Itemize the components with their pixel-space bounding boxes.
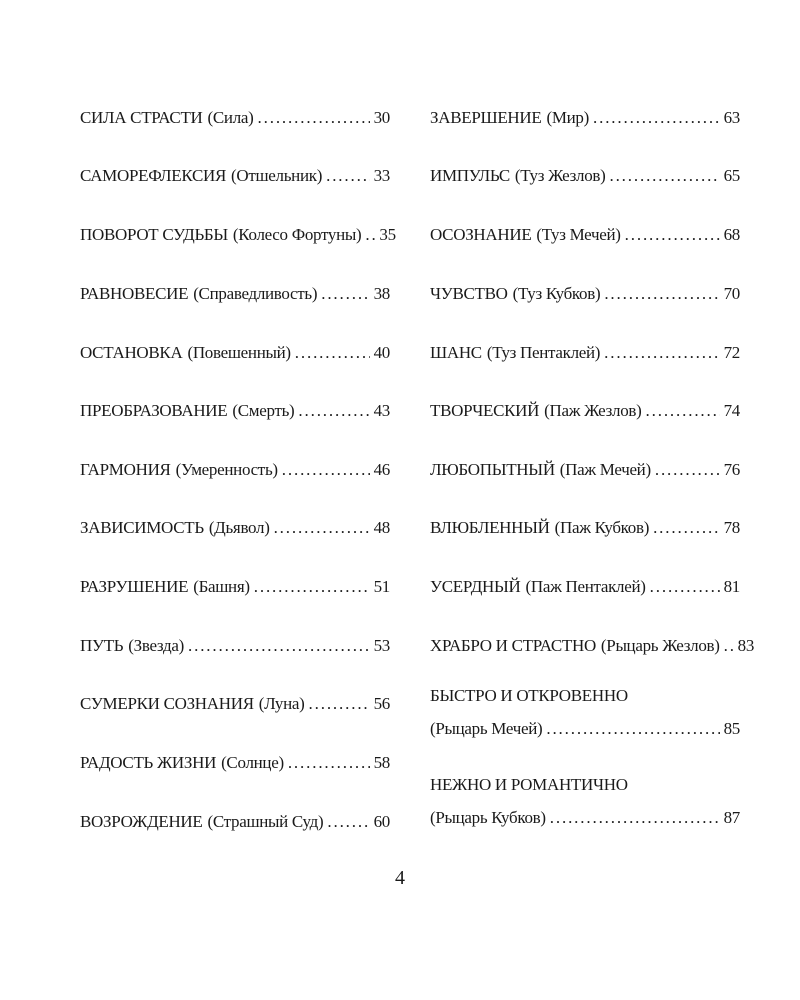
- toc-entry-title: ЗАВИСИМОСТЬ: [80, 518, 204, 537]
- toc-entry-title: ГАРМОНИЯ: [80, 460, 171, 479]
- toc-entry-page: 65: [723, 166, 740, 185]
- toc-entry-page: 58: [373, 753, 390, 772]
- toc-entry-row: [80, 693, 390, 715]
- toc-dot-leader: [650, 576, 720, 598]
- toc-entry[interactable]: [80, 459, 390, 481]
- toc-dot-leader: [724, 635, 734, 657]
- toc-entry-page: 70: [723, 284, 740, 303]
- toc-entry-card: (Туз Кубков): [512, 284, 601, 303]
- toc-entry-card: (Справедливость): [193, 284, 318, 303]
- toc-entry-page: 72: [723, 343, 740, 362]
- toc-entry-title: ВЛЮБЛЕННЫЙ: [430, 518, 550, 537]
- toc-entry-row: [430, 576, 740, 598]
- toc-entry-card: (Туз Пентаклей): [486, 343, 601, 362]
- toc-entry-card: (Страшный Суд): [207, 812, 324, 831]
- toc-entry-page: 40: [373, 343, 390, 362]
- toc-entry-title: ПОВОРОТ СУДЬБЫ: [80, 225, 228, 244]
- toc-entry-card: (Мир): [546, 108, 589, 127]
- toc-entry-page: 46: [373, 460, 390, 479]
- toc-entry[interactable]: [430, 342, 740, 364]
- toc-dot-leader: [258, 107, 370, 129]
- toc-entry[interactable]: [430, 635, 755, 657]
- toc-entry-row: [80, 752, 390, 774]
- toc-entry-row: [80, 517, 390, 539]
- toc-entry[interactable]: [430, 774, 740, 829]
- toc-entry-card: (Колесо Фортуны): [232, 225, 362, 244]
- toc-entry[interactable]: [80, 342, 390, 364]
- toc-entry-page: 60: [373, 812, 390, 831]
- toc-entry[interactable]: [430, 224, 740, 246]
- toc-entry-row: [80, 165, 390, 187]
- toc-entry-page: 85: [723, 719, 740, 738]
- toc-entry-card: (Паж Кубков): [554, 518, 650, 537]
- toc-dot-leader: [327, 811, 369, 833]
- toc-entry-page: 83: [737, 636, 755, 655]
- toc-entry-row: [80, 635, 390, 657]
- toc-entry-page: 78: [723, 518, 740, 537]
- toc-entry-page: 68: [723, 225, 740, 244]
- toc-dot-leader: [646, 400, 720, 422]
- toc-entry-title: ВОЗРОЖДЕНИЕ: [80, 812, 203, 831]
- toc-entry-card: (Луна): [258, 694, 305, 713]
- toc-entry[interactable]: [80, 165, 390, 187]
- toc-dot-leader: [321, 283, 369, 305]
- toc-dot-leader: [604, 283, 719, 305]
- toc-entry[interactable]: [80, 635, 390, 657]
- toc-entry-title: ТВОРЧЕСКИЙ: [430, 401, 540, 420]
- toc-entry-title: ОСТАНОВКА: [80, 343, 183, 362]
- toc-entry-row: [430, 635, 755, 657]
- toc-entry-page: 38: [373, 284, 390, 303]
- toc-entry-row: [430, 165, 740, 187]
- toc-entry[interactable]: [80, 576, 390, 598]
- toc-entry-card: (Башня): [193, 577, 250, 596]
- toc-entry-title: ПРЕОБРАЗОВАНИЕ: [80, 401, 228, 420]
- toc-entry-row: [80, 224, 396, 246]
- toc-entry-row: [430, 517, 740, 539]
- toc-entry-page: 48: [373, 518, 390, 537]
- toc-entry-title: ПУТЬ: [80, 636, 124, 655]
- toc-entry-title: РАВНОВЕСИЕ: [80, 284, 189, 303]
- toc-entry-page: 74: [723, 401, 740, 420]
- toc-entry[interactable]: [80, 224, 396, 246]
- toc-entry-row: [430, 807, 740, 829]
- toc-entry[interactable]: [80, 517, 390, 539]
- toc-entry[interactable]: [430, 400, 740, 422]
- toc-entry-page: 43: [373, 401, 390, 420]
- toc-dot-leader: [188, 635, 370, 657]
- toc-entry-page: 35: [379, 225, 396, 244]
- toc-entry-card: (Звезда): [128, 636, 184, 655]
- toc-entry[interactable]: [80, 400, 390, 422]
- toc-dot-leader: [593, 107, 720, 129]
- toc-entry-title: СУМЕРКИ СОЗНАНИЯ: [80, 694, 254, 713]
- toc-dot-leader: [653, 517, 720, 539]
- toc-entry-card: (Отшельник): [231, 166, 323, 185]
- toc-entry[interactable]: [430, 576, 740, 598]
- toc-entry-row: [430, 718, 740, 740]
- toc-dot-leader: [604, 342, 719, 364]
- toc-dot-leader: [309, 693, 370, 715]
- toc-entry[interactable]: [80, 283, 390, 305]
- toc-entry-title: РАЗРУШЕНИЕ: [80, 577, 189, 596]
- toc-entry-title: ЧУВСТВО: [430, 284, 508, 303]
- toc-dot-leader: [254, 576, 370, 598]
- toc-entry-row: [430, 459, 740, 481]
- toc-entry-title: ЛЮБОПЫТНЫЙ: [430, 460, 555, 479]
- toc-entry-row: [80, 107, 390, 129]
- toc-dot-leader: [298, 400, 369, 422]
- toc-entry[interactable]: [80, 693, 390, 715]
- toc-dot-leader: [365, 224, 375, 246]
- toc-dot-leader: [274, 517, 370, 539]
- toc-dot-leader: [655, 459, 720, 481]
- toc-dot-leader: [609, 165, 719, 187]
- toc-entry-card: (Паж Жезлов): [544, 401, 642, 420]
- toc-entry[interactable]: [430, 517, 740, 539]
- toc-entry[interactable]: [430, 107, 740, 129]
- toc-entry-card: (Паж Мечей): [559, 460, 651, 479]
- toc-entry-row: [430, 224, 740, 246]
- toc-entry-page: 76: [723, 460, 740, 479]
- toc-entry-page: 53: [373, 636, 390, 655]
- toc-entry-card: (Повешенный): [187, 343, 291, 362]
- toc-entry[interactable]: [80, 811, 390, 833]
- toc-entry-card: (Рыцарь Жезлов): [600, 636, 720, 655]
- toc-entry-card: (Паж Пентаклей): [525, 577, 646, 596]
- toc-entry-card: (Дьявол): [208, 518, 270, 537]
- toc-entry-title: БЫСТРО И ОТКРОВЕННО: [430, 686, 628, 705]
- toc-entry[interactable]: [430, 283, 740, 305]
- toc-entry-card: (Туз Жезлов): [514, 166, 606, 185]
- toc-entry-title: СИЛА СТРАСТИ: [80, 108, 203, 127]
- toc-entry-title: ХРАБРО И СТРАСТНО: [430, 636, 596, 655]
- toc-entry-page: 33: [373, 166, 390, 185]
- toc-entry-page: 63: [723, 108, 740, 127]
- toc-entry[interactable]: [430, 459, 740, 481]
- toc-dot-leader: [550, 807, 720, 829]
- toc-entry-title: ИМПУЛЬС: [430, 166, 510, 185]
- toc-entry-row: [80, 342, 390, 364]
- toc-entry-row: [80, 811, 390, 833]
- toc-entry-row: [80, 459, 390, 481]
- toc-entry-card: (Солнце): [221, 753, 284, 772]
- toc-entry-card: (Туз Мечей): [536, 225, 621, 244]
- toc-entry-row: [80, 283, 390, 305]
- page-number: 4: [395, 867, 405, 889]
- toc-entry-row: [430, 107, 740, 129]
- toc-dot-leader: [288, 752, 370, 774]
- toc-entry-title: ОСОЗНАНИЕ: [430, 225, 532, 244]
- toc-entry-card: (Сила): [207, 108, 254, 127]
- toc-entry-card: (Рыцарь Мечей): [430, 719, 543, 738]
- toc-entry-row: [80, 400, 390, 422]
- toc-entry-row: [430, 283, 740, 305]
- toc-entry-page: 56: [373, 694, 390, 713]
- toc-entry-title: РАДОСТЬ ЖИЗНИ: [80, 753, 217, 772]
- toc-entry-row: [80, 576, 390, 598]
- toc-entry-title: ШАНС: [430, 343, 482, 362]
- toc-entry-page: 81: [723, 577, 740, 596]
- toc-entry[interactable]: [430, 165, 740, 187]
- toc-entry-page: 51: [373, 577, 390, 596]
- toc-dot-leader: [546, 718, 719, 740]
- toc-entry-row: [430, 342, 740, 364]
- toc-entry-row: [430, 400, 740, 422]
- toc-entry[interactable]: [430, 685, 740, 740]
- toc-dot-leader: [625, 224, 720, 246]
- toc-dot-leader: [282, 459, 370, 481]
- toc-entry-card: (Рыцарь Кубков): [430, 808, 546, 827]
- toc-entry-title: НЕЖНО И РОМАНТИЧНО: [430, 775, 628, 794]
- toc-entry-card: (Умеренность): [175, 460, 278, 479]
- toc-entry-page: 87: [723, 808, 740, 827]
- toc-entry[interactable]: [80, 752, 390, 774]
- toc-entry-card: (Смерть): [232, 401, 295, 420]
- toc-entry[interactable]: [80, 107, 390, 129]
- toc-entry-page: 30: [373, 108, 390, 127]
- toc-entry-title: УСЕРДНЫЙ: [430, 577, 521, 596]
- toc-dot-leader: [295, 342, 370, 364]
- toc-entry-title: ЗАВЕРШЕНИЕ: [430, 108, 542, 127]
- toc-dot-leader: [326, 165, 369, 187]
- toc-entry-title: САМОРЕФЛЕКСИЯ: [80, 166, 227, 185]
